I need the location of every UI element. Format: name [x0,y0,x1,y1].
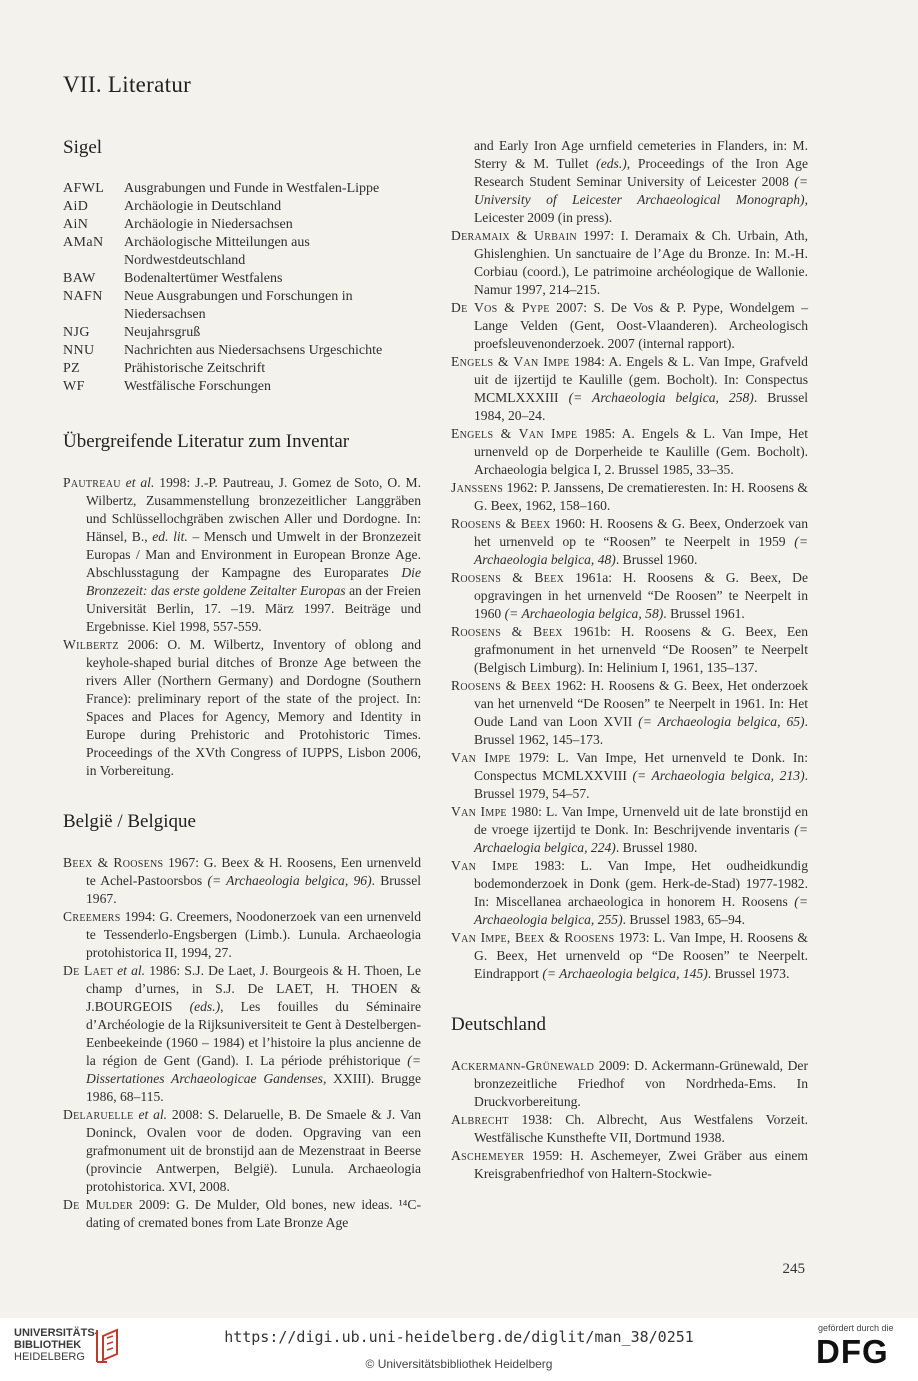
reference-continuation [451,137,808,227]
ref-italic: Die Bronzezeit: das erste goldene Zeitalter Europas [86,565,421,598]
ref-author: Aschemeyer [451,1148,525,1163]
ref-text: , Proceedings of the Iron Age Research Student Seminar University of Leicester 2008 [474,156,808,189]
reference-entry [451,515,808,569]
ref-text: 2009: D. Ackermann-Grünewald, Der bronzezeitliche Friedhof von Nordrheda-Ems. In Druckvorbereitung. [474,1058,808,1109]
funding-note: gefördert durch die [818,1323,894,1333]
sigel-row [63,288,421,324]
reference-entry [63,474,421,636]
sigel-definition: Archäologie in Deutschland [124,199,282,214]
ref-etal: et al. [117,963,146,978]
ref-text: – Mensch und Umwelt in der Bronzezeit Europas / Man and Environment in European Bronze Age. Abschlusstagung der Kampagne des Europarates [86,529,421,580]
ref-etal: et al. [138,1107,168,1122]
ref-author: Roosens & Beex [451,678,552,693]
ref-text: . Brussel 1983, 65–94. [622,912,745,927]
reference-entry [63,1106,421,1196]
sigel-abbr: NJG [63,325,90,340]
reference-entry [451,623,808,677]
reference-entry [451,677,808,749]
ref-italic: (eds.) [189,999,221,1014]
reference-entry [451,569,808,623]
ref-author: De Mulder [63,1197,133,1212]
sigel-definition: Neue Ausgrabungen und Forschungen in Niedersachsen [124,289,353,322]
ref-author: Van Impe, Beex & Roosens [451,930,615,945]
sigel-row [63,198,421,216]
reference-entry [451,803,808,857]
reference-entry [63,962,421,1106]
ref-text: 1994: G. Creemers, Noodonerzoek van een urnenveld te Tessenderlo-Engsbergen (Limb.). Lunula. Archaeologia protohistorica II, 1994, 27. [86,909,421,960]
ref-author: Ackermann-Grünewald [451,1058,595,1073]
ref-author: Engels & Van Impe [451,354,570,369]
ref-italic: (= Dissertationes Archaeologicae Gandenses, [86,1053,421,1086]
sigel-list [63,180,421,396]
ref-text: 1961b: H. Roosens & G. Beex, Een grafmonument in het urnenveld “De Roosen” te Neerpelt (Belgisch Limburg). In: Helinium I, 1961, 135–137. [474,624,808,675]
ref-italic: (= Archaeologia belgica, 213) [632,768,805,783]
ref-author: Van Impe [451,804,507,819]
ref-text: 1986: S.J. De Laet, J. Bourgeois & H. Thoen, Le champ d’urnes, in S.J. De LAET, H. THOEN & J.BOURGEOIS [86,963,422,1014]
ref-text: XXIII). Brugge 1986, 68–115. [86,1071,421,1104]
permalink-url[interactable]: https://digi.ub.uni-heidelberg.de/diglit/man_38/0251 [224,1328,694,1346]
ref-author: Engels & Van Impe [451,426,578,441]
ref-author: Janssens [451,480,504,495]
ref-author: Van Impe [451,858,519,873]
reference-entry [451,1111,808,1147]
ref-text: 2007: S. De Vos & P. Pype, Wondelgem – Lange Velden (Gent, Oost-Vlaanderen). Archeologisch proefsleuvenonderzoek. 2007 (internal rapport). [474,300,808,351]
page-number: 245 [782,1261,805,1277]
ref-italic: (= Archaeologia belgica, 96) [207,873,372,888]
ref-italic: (= University of Leicester Archaeological Monograph) [474,174,808,207]
ref-italic: ed. lit. [152,529,188,544]
ref-text: 1938: Ch. Albrecht, Aus Westfalens Vorzeit. Westfälische Kunsthefte VII, Dortmund 1938. [474,1112,808,1145]
ref-author: Deramaix & Urbain [451,228,577,243]
ref-italic: (= Archaeologia belgica, 65) [638,714,805,729]
ref-text: 2009: G. De Mulder, Old bones, new ideas. ¹⁴C-dating of cremated bones from Late Bronze Age [86,1197,421,1230]
chapter-title: VII. Literatur [63,72,192,97]
reference-entry [451,929,808,983]
sigel-row [63,378,421,396]
ref-author: Van Impe [451,750,511,765]
ref-text: 1967: G. Beex & H. Roosens, Een urnenveld te Achel-Pastoorsbos [86,855,421,888]
sigel-row [63,270,421,288]
sigel-definition: Archäologische Mitteilungen aus Nordwestdeutschland [124,235,310,268]
ref-etal: et al. [125,475,155,490]
ref-author: Roosens & Beex [451,516,551,531]
ref-text: 1979: L. Van Impe, Het urnenveld te Donk. In: Conspectus MCMLXXVIII [474,750,808,783]
ref-text: 1997: I. Deramaix & Ch. Urbain, Ath, Ghislenghien. Un sanctuaire de l’Age du Bronze. In: M.-H. Corbiau (coord.), Le patrimoine archéologique de Wallonie. Namur 1997, 214–215. [474,228,808,297]
sigel-definition: Bodenaltertümer Westfalens [124,271,283,286]
reference-entry [63,636,421,780]
sigel-abbr: NNU [63,343,95,358]
ref-author: Beex & Roosens [63,855,164,870]
dfg-logo[interactable]: DFG [816,1333,889,1370]
sigel-definition: Nachrichten aus Niedersachsens Urgeschichte [124,343,383,358]
library-name-line: UNIVERSITÄTS- [14,1327,99,1339]
ref-author: Creemers [63,909,121,924]
reference-entry [451,299,808,353]
sigel-definition: Neujahrsgruß [124,325,201,340]
copyright-notice: © Universitätsbibliothek Heidelberg [365,1357,553,1371]
ref-text: 1984: A. Engels & L. Van Impe, Grafveld uit de ijzertijd te Kaulille (gem. Bocholt). In: Conspectus MCMLXXXIII [474,354,808,405]
sigel-abbr: AiD [63,199,89,214]
sigel-abbr: WF [63,379,85,394]
ref-text: 1980: L. Van Impe, Urnenveld uit de late bronstijd en de vroege ijzertijd te Donk. In: Beschrijvende inventaris [474,804,808,837]
sigel-row [63,216,421,234]
reference-entry [63,854,421,908]
reference-entry [451,857,808,929]
reference-entry [451,353,808,425]
ref-italic: (= Archaeologia belgica, 258) [568,390,754,405]
sigel-definition: Prähistorische Zeitschrift [124,361,266,376]
ref-text: 1962: H. Roosens & G. Beex, Het onderzoek van het urnenveld “De Roosen” te Neerpelt in 1961. In: Het Oude Land van Loon XVII [474,678,808,729]
ref-italic: (eds.) [596,156,627,171]
ref-text: an der Freien Universität Berlin, 17. –19. März 1997. Beiträge und Ergebnisse. Kiel 1998, 557-559. [86,583,421,634]
ref-text: . Brussel 1973. [707,966,790,981]
ref-text: 1983: L. Van Impe, Het oudheidkundig bodemonderzoek in Donk (gem. Herk-de-Stad) 1977-1982. In: Miscellanea archaeologica in honorem H. Roosens [474,858,808,909]
sigel-abbr: AiN [63,217,89,232]
ref-text: 1961a: H. Roosens & G. Beex, De opgravingen in het urnenveld “De Roosen” te Neerpelt in 1960 [474,570,808,621]
library-name-line: HEIDELBERG [14,1351,85,1363]
sigel-row [63,360,421,378]
sigel-abbr: BAW [63,271,96,286]
section-heading-sigel: Sigel [63,137,103,158]
library-name-line: BIBLIOTHEK [14,1339,82,1351]
ref-italic: (= Archaelogia belgica, 224) [474,822,808,855]
ref-text: 1973: L. Van Impe, H. Roosens & G. Beex, Het urnenveld op “De Roosen” te Neerpelt. Eindrapport [474,930,808,981]
ref-text: , Leicester 2009 (in press). [474,192,808,225]
sigel-row [63,324,421,342]
ref-author: De Vos & Pype [451,300,550,315]
ref-text: 1960: H. Roosens & G. Beex, Onderzoek van het urnenveld op te “Roosen” te Neerpelt in 1959 [474,516,808,549]
ref-italic: (= Archaeologia belgica, 48) [474,534,808,567]
sigel-abbr: AFWL [63,181,105,196]
ref-text: 1959: H. Aschemeyer, Zwei Gräber aus einem Kreisgrabenfriedhof von Haltern-Stockwie- [474,1148,808,1181]
reference-entry [451,479,808,515]
ref-text: . Brussel 1979, 54–57. [474,768,808,801]
sigel-abbr: PZ [63,361,81,376]
ref-text: . Brussel 1962, 145–173. [474,714,808,747]
ref-italic: (= Archaeologia belgica, 58) [504,606,664,621]
ref-text: . Brussel 1980. [615,840,698,855]
ref-author: Albrecht [451,1112,509,1127]
ref-italic: (= Archaeologia belgica, 145) [542,966,708,981]
ref-text: 1998: J.-P. Pautreau, J. Gomez de Soto, O. M. Wilbertz, Zusammenstellung bronzezeitlicher Langgräben und Schlüssellochgräben zwischen Aller und Dordogne. In: Hänsel, B., [86,475,421,544]
ref-text: . Brussel 1960. [615,552,698,567]
ref-text: 2006: O. M. Wilbertz, Inventory of oblong and keyhole-shaped burial ditches of Bronze Age between the rivers Aller (Northern Germany) and Dordogne (Southern France): preliminary report of the state of the project. In: Spaces and Places for Agency, Memory and Identity in Europe during Prehistoric and Protohistoric Times. Proceedings of the XVth Congress of IUPPS, Lisbon 2006, in Vorbereitung. [86,637,421,778]
sigel-abbr: NAFN [63,289,103,304]
left-column [63,136,421,1232]
sigel-definition: Ausgrabungen und Funde in Westfalen-Lippe [124,181,380,196]
ref-author: Roosens & Beex [451,624,563,639]
sigel-row [63,234,421,270]
right-column [451,137,808,1183]
reference-entry [63,1196,421,1232]
reference-entry [451,749,808,803]
reference-entry [451,227,808,299]
ref-italic: (= Archaeologia belgica, 255) [474,894,808,927]
ref-author: De Laet [63,963,113,978]
ref-text: 2008: S. Delaruelle, B. De Smaele & J. Van Doninck, Ovalen voor de doden. Opgraving van een grafmonument uit de bronstijd aan de Mezenstraat in Beerse (provincie Antwerpen, België). Lunula. Archaeologia protohistorica. XVI, 2008. [86,1107,421,1194]
sigel-definition: Archäologie in Niedersachsen [124,217,293,232]
ref-text: , Les fouilles du Séminaire d’Archéologie de la Rijksuniversiteit te Gent à Destelbergen-Eenbeekeinde (1960 – 1984) et l’histoire la plus ancienne de la région de Gent (Gand). I. La période préhistorique [86,999,421,1068]
ref-author: Pautreau [63,475,121,490]
ref-text: 1962: P. Janssens, De crematieresten. In: H. Roosens & G. Beex, 1962, 158–160. [474,480,808,513]
sigel-abbr: AMaN [63,235,104,250]
ref-author: Roosens & Beex [451,570,565,585]
ref-text: . Brussel 1967. [86,873,422,906]
reference-entry [451,425,808,479]
ref-author: Delaruelle [63,1107,134,1122]
reference-entry [451,1057,808,1111]
sigel-row [63,342,421,360]
section-heading-belgie: België / Belgique [63,811,196,832]
section-heading-deutschland: Deutschland [451,1014,546,1035]
reference-entry [451,1147,808,1183]
ref-text: and Early Iron Age urnfield cemeteries in Flanders, in: M. Sterry & M. Tullet [474,138,808,171]
sigel-row [63,180,421,198]
ref-author: Wilbertz [63,637,119,652]
sigel-definition: Westfälische Forschungen [124,379,271,394]
ref-text: . Brussel 1961. [663,606,745,621]
reference-entry [63,908,421,962]
ref-text: . Brussel 1984, 20–24. [474,390,808,423]
section-heading-uebergreifend: Übergreifende Literatur zum Inventar [63,431,350,452]
ref-text: 1985: A. Engels & L. Van Impe, Het urnenveld op de Dorperheide te Kaulille (Gem. Bocholt). Archaeologia belgica I, 2. Brussel 1985, 33–35. [474,426,808,477]
